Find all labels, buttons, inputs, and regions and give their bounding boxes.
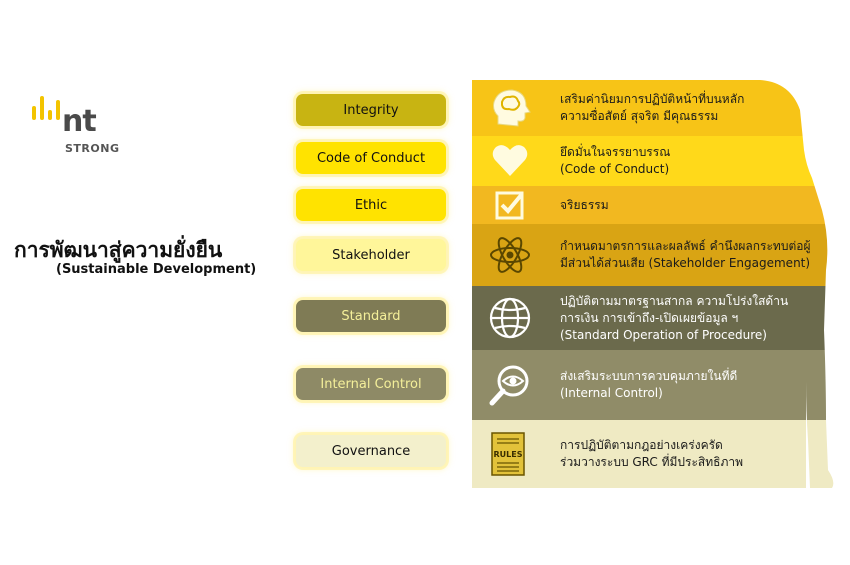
detail-text: จริยธรรม (560, 197, 609, 212)
detail-row-internal-control (472, 350, 812, 420)
heading-english: (Sustainable Development) (56, 262, 257, 277)
detail-text: เสริมค่านิยมการปฏิบัติหน้าที่บนหลัก ความซื่อสัตย์ สุจริต มีคุณธรรม (560, 92, 745, 123)
pillar-internal-control: Internal Control (296, 368, 446, 400)
detail-text: ส่งเสริมระบบการควบคุมภายในที่ดี (Internal Control) (560, 369, 738, 400)
logo-mark: nt (62, 104, 96, 139)
pillar-governance: Governance (296, 435, 446, 467)
detail-row-ethic (472, 186, 812, 224)
detail-text: ยึดมั่นในจรรยาบรรณ (Code of Conduct) (560, 145, 671, 176)
detail-row-stakeholder (472, 224, 812, 286)
detail-text: ปฏิบัติตามมาตรฐานสากล ความโปร่งใสด้าน การเงิน การเข้าถึง-เปิดเผยข้อมูล ฯ (Standard Operation of Procedure) (560, 293, 789, 342)
rules-document-icon (488, 432, 528, 476)
checkbox-icon (488, 183, 532, 227)
detail-row-standard (472, 286, 812, 350)
globe-icon (488, 296, 532, 340)
detail-row-code-of-conduct (472, 136, 812, 186)
detail-row-governance (472, 420, 812, 488)
detail-text: กำหนดมาตรการและผลลัพธ์ คำนึงผลกระทบต่อผู้ มีส่วนได้ส่วนเสีย (Stakeholder Engagement) (560, 239, 811, 270)
pillar-integrity: Integrity (296, 94, 446, 126)
pillar-code-of-conduct: Code of Conduct (296, 142, 446, 174)
pillar-standard: Standard (296, 300, 446, 332)
heart-icon (488, 139, 532, 183)
pillar-ethic: Ethic (296, 189, 446, 221)
magnifier-eye-icon (488, 363, 532, 407)
detail-text: การปฏิบัติตามกฎอย่างเคร่งครัด ร่วมวางระบบ GRC ที่มีประสิทธิภาพ (560, 438, 744, 469)
brain-head-icon (488, 86, 532, 130)
pillar-stakeholder: Stakeholder (296, 239, 446, 271)
svg-text:RULES: RULES (493, 450, 523, 459)
logo-subtitle: STRONG (65, 142, 120, 155)
heading-thai: การพัฒนาสู่ความยั่งยืน (14, 238, 223, 262)
atom-icon (488, 233, 532, 277)
detail-row-integrity (472, 80, 812, 136)
